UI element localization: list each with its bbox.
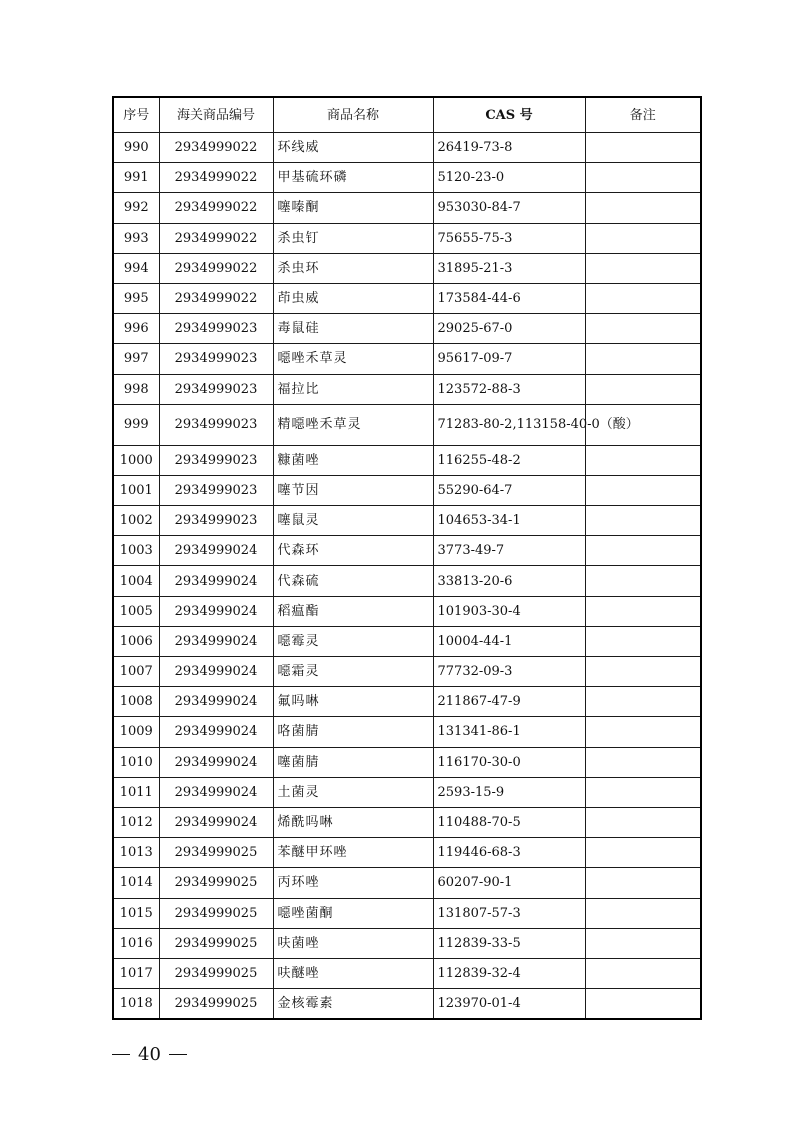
cell-seq: 1001 xyxy=(113,475,159,505)
cell-remark xyxy=(585,193,701,223)
cell-customs-code: 2934999025 xyxy=(159,868,273,898)
cell-customs-code: 2934999024 xyxy=(159,807,273,837)
table-row xyxy=(113,506,701,536)
cell-cas: 26419-73-8 xyxy=(433,133,585,163)
cell-product-name: 毒鼠硅 xyxy=(273,314,433,344)
cell-remark xyxy=(585,475,701,505)
cell-seq: 998 xyxy=(113,374,159,404)
cell-seq: 1015 xyxy=(113,898,159,928)
table-row xyxy=(113,657,701,687)
cell-product-name: 丙环唑 xyxy=(273,868,433,898)
table-body xyxy=(113,133,701,1020)
cell-seq: 1010 xyxy=(113,747,159,777)
cell-cas: 173584-44-6 xyxy=(433,283,585,313)
cell-seq: 991 xyxy=(113,163,159,193)
cell-customs-code: 2934999025 xyxy=(159,898,273,928)
cell-customs-code: 2934999022 xyxy=(159,223,273,253)
cell-product-name: 呋醚唑 xyxy=(273,958,433,988)
cell-cas: 131341-86-1 xyxy=(433,717,585,747)
cell-remark xyxy=(585,253,701,283)
cell-seq: 999 xyxy=(113,404,159,445)
cell-remark xyxy=(585,283,701,313)
cell-cas: 95617-09-7 xyxy=(433,344,585,374)
cell-customs-code: 2934999022 xyxy=(159,253,273,283)
cell-product-name: 氟吗啉 xyxy=(273,687,433,717)
table-row xyxy=(113,898,701,928)
cell-cas: 953030-84-7 xyxy=(433,193,585,223)
cell-seq: 1002 xyxy=(113,506,159,536)
table-row xyxy=(113,928,701,958)
cell-product-name: 糠菌唑 xyxy=(273,445,433,475)
cell-seq: 1018 xyxy=(113,989,159,1020)
cell-remark xyxy=(585,989,701,1020)
cell-remark xyxy=(585,777,701,807)
cell-remark xyxy=(585,223,701,253)
cell-remark xyxy=(585,898,701,928)
cell-cas: 31895-21-3 xyxy=(433,253,585,283)
table-row xyxy=(113,747,701,777)
cell-cas: 29025-67-0 xyxy=(433,314,585,344)
cell-customs-code: 2934999024 xyxy=(159,566,273,596)
cell-product-name: 噻鼠灵 xyxy=(273,506,433,536)
cell-seq: 1007 xyxy=(113,657,159,687)
cell-remark xyxy=(585,838,701,868)
cell-cas: 3773-49-7 xyxy=(433,536,585,566)
header-seq: 序号 xyxy=(113,97,159,133)
cell-customs-code: 2934999022 xyxy=(159,163,273,193)
table-row xyxy=(113,958,701,988)
cell-seq: 1008 xyxy=(113,687,159,717)
cell-product-name: 咯菌腈 xyxy=(273,717,433,747)
cell-customs-code: 2934999024 xyxy=(159,626,273,656)
cell-cas: 75655-75-3 xyxy=(433,223,585,253)
cell-customs-code: 2934999024 xyxy=(159,717,273,747)
cell-remark xyxy=(585,687,701,717)
cell-customs-code: 2934999023 xyxy=(159,475,273,505)
cell-product-name: 噻节因 xyxy=(273,475,433,505)
cell-customs-code: 2934999022 xyxy=(159,283,273,313)
table-row xyxy=(113,687,701,717)
table-row xyxy=(113,133,701,163)
cell-customs-code: 2934999023 xyxy=(159,344,273,374)
cell-customs-code: 2934999024 xyxy=(159,596,273,626)
cell-customs-code: 2934999025 xyxy=(159,838,273,868)
cell-seq: 1003 xyxy=(113,536,159,566)
cell-cas: 112839-32-4 xyxy=(433,958,585,988)
table-row xyxy=(113,475,701,505)
cell-remark xyxy=(585,344,701,374)
cell-seq: 1004 xyxy=(113,566,159,596)
cell-product-name: 代森环 xyxy=(273,536,433,566)
cell-cas: 77732-09-3 xyxy=(433,657,585,687)
cell-customs-code: 2934999024 xyxy=(159,687,273,717)
cell-product-name: 环线威 xyxy=(273,133,433,163)
table-row xyxy=(113,536,701,566)
cell-product-name: 杀虫钉 xyxy=(273,223,433,253)
footer-dash-right xyxy=(169,1054,187,1055)
cell-seq: 996 xyxy=(113,314,159,344)
table-row xyxy=(113,807,701,837)
cell-remark xyxy=(585,717,701,747)
cell-product-name: 茚虫威 xyxy=(273,283,433,313)
cell-cas: 33813-20-6 xyxy=(433,566,585,596)
table-row xyxy=(113,374,701,404)
cell-seq: 990 xyxy=(113,133,159,163)
cell-seq: 1000 xyxy=(113,445,159,475)
cell-remark xyxy=(585,374,701,404)
table-row xyxy=(113,314,701,344)
cell-product-name: 土菌灵 xyxy=(273,777,433,807)
cell-product-name: 烯酰吗啉 xyxy=(273,807,433,837)
header-customs-code: 海关商品编号 xyxy=(159,97,273,133)
cell-product-name: 甲基硫环磷 xyxy=(273,163,433,193)
table-row xyxy=(113,717,701,747)
header-remark: 备注 xyxy=(585,97,701,133)
cell-cas: 5120-23-0 xyxy=(433,163,585,193)
cell-cas: 55290-64-7 xyxy=(433,475,585,505)
cell-remark xyxy=(585,566,701,596)
cell-remark xyxy=(585,626,701,656)
cell-cas: 116255-48-2 xyxy=(433,445,585,475)
cell-product-name: 噁唑禾草灵 xyxy=(273,344,433,374)
cell-cas: 116170-30-0 xyxy=(433,747,585,777)
cell-remark xyxy=(585,536,701,566)
cell-seq: 1005 xyxy=(113,596,159,626)
cell-cas: 119446-68-3 xyxy=(433,838,585,868)
cell-seq: 1009 xyxy=(113,717,159,747)
cell-cas: 104653-34-1 xyxy=(433,506,585,536)
cell-customs-code: 2934999025 xyxy=(159,958,273,988)
table-row xyxy=(113,626,701,656)
cell-customs-code: 2934999023 xyxy=(159,445,273,475)
cell-seq: 1013 xyxy=(113,838,159,868)
chemical-list-table xyxy=(112,96,702,1020)
cell-remark xyxy=(585,807,701,837)
cell-cas: 110488-70-5 xyxy=(433,807,585,837)
cell-remark xyxy=(585,747,701,777)
cell-customs-code: 2934999024 xyxy=(159,777,273,807)
table-row xyxy=(113,404,701,445)
cell-customs-code: 2934999025 xyxy=(159,989,273,1020)
cell-cas: 131807-57-3 xyxy=(433,898,585,928)
table-row xyxy=(113,223,701,253)
cell-product-name: 噁唑菌酮 xyxy=(273,898,433,928)
cell-customs-code: 2934999025 xyxy=(159,928,273,958)
cell-customs-code: 2934999023 xyxy=(159,506,273,536)
header-product-name: 商品名称 xyxy=(273,97,433,133)
table-row xyxy=(113,283,701,313)
page-footer xyxy=(112,1044,187,1065)
table-row xyxy=(113,193,701,223)
cell-seq: 1017 xyxy=(113,958,159,988)
cell-remark xyxy=(585,596,701,626)
cell-remark xyxy=(585,657,701,687)
table-row xyxy=(113,344,701,374)
cell-cas: 123970-01-4 xyxy=(433,989,585,1020)
cell-customs-code: 2934999024 xyxy=(159,657,273,687)
cell-cas: 60207-90-1 xyxy=(433,868,585,898)
cell-product-name: 代森硫 xyxy=(273,566,433,596)
table-row xyxy=(113,596,701,626)
cell-product-name: 精噁唑禾草灵 xyxy=(273,404,433,445)
cell-seq: 992 xyxy=(113,193,159,223)
cell-product-name: 苯醚甲环唑 xyxy=(273,838,433,868)
table-header-row xyxy=(113,97,701,133)
cell-remark xyxy=(585,314,701,344)
table-row xyxy=(113,838,701,868)
cell-seq: 1011 xyxy=(113,777,159,807)
table-row xyxy=(113,566,701,596)
cell-product-name: 福拉比 xyxy=(273,374,433,404)
cell-customs-code: 2934999022 xyxy=(159,193,273,223)
table-row xyxy=(113,253,701,283)
cell-remark xyxy=(585,868,701,898)
cell-seq: 1014 xyxy=(113,868,159,898)
cell-cas: 2593-15-9 xyxy=(433,777,585,807)
cell-cas: 123572-88-3 xyxy=(433,374,585,404)
cell-customs-code: 2934999023 xyxy=(159,374,273,404)
cell-remark xyxy=(585,445,701,475)
page-number: 40 xyxy=(138,1044,161,1065)
cell-seq: 997 xyxy=(113,344,159,374)
cell-seq: 1012 xyxy=(113,807,159,837)
header-cas: CAS 号 xyxy=(433,97,585,133)
cell-remark xyxy=(585,928,701,958)
cell-product-name: 噻菌腈 xyxy=(273,747,433,777)
cell-product-name: 稻瘟酯 xyxy=(273,596,433,626)
cell-cas: 10004-44-1 xyxy=(433,626,585,656)
cell-product-name: 噻嗪酮 xyxy=(273,193,433,223)
cell-customs-code: 2934999024 xyxy=(159,747,273,777)
cell-product-name: 呋菌唑 xyxy=(273,928,433,958)
table-row xyxy=(113,777,701,807)
cell-customs-code: 2934999024 xyxy=(159,536,273,566)
cell-remark xyxy=(585,506,701,536)
cell-seq: 993 xyxy=(113,223,159,253)
cell-product-name: 噁霜灵 xyxy=(273,657,433,687)
footer-dash-left xyxy=(112,1054,130,1055)
cell-remark xyxy=(585,133,701,163)
table-row xyxy=(113,445,701,475)
cell-seq: 1006 xyxy=(113,626,159,656)
cell-customs-code: 2934999023 xyxy=(159,314,273,344)
cell-cas: 211867-47-9 xyxy=(433,687,585,717)
cell-customs-code: 2934999022 xyxy=(159,133,273,163)
cell-seq: 995 xyxy=(113,283,159,313)
cell-cas: 112839-33-5 xyxy=(433,928,585,958)
cell-seq: 1016 xyxy=(113,928,159,958)
cell-product-name: 噁霉灵 xyxy=(273,626,433,656)
cell-product-name: 金核霉素 xyxy=(273,989,433,1020)
cell-remark xyxy=(585,163,701,193)
cell-cas: 101903-30-4 xyxy=(433,596,585,626)
cell-seq: 994 xyxy=(113,253,159,283)
cell-remark xyxy=(585,958,701,988)
table-row xyxy=(113,163,701,193)
cell-cas: 71283-80-2,113158-40-0（酸） xyxy=(433,404,585,445)
cell-customs-code: 2934999023 xyxy=(159,404,273,445)
table-row xyxy=(113,868,701,898)
table-row xyxy=(113,989,701,1020)
cell-product-name: 杀虫环 xyxy=(273,253,433,283)
